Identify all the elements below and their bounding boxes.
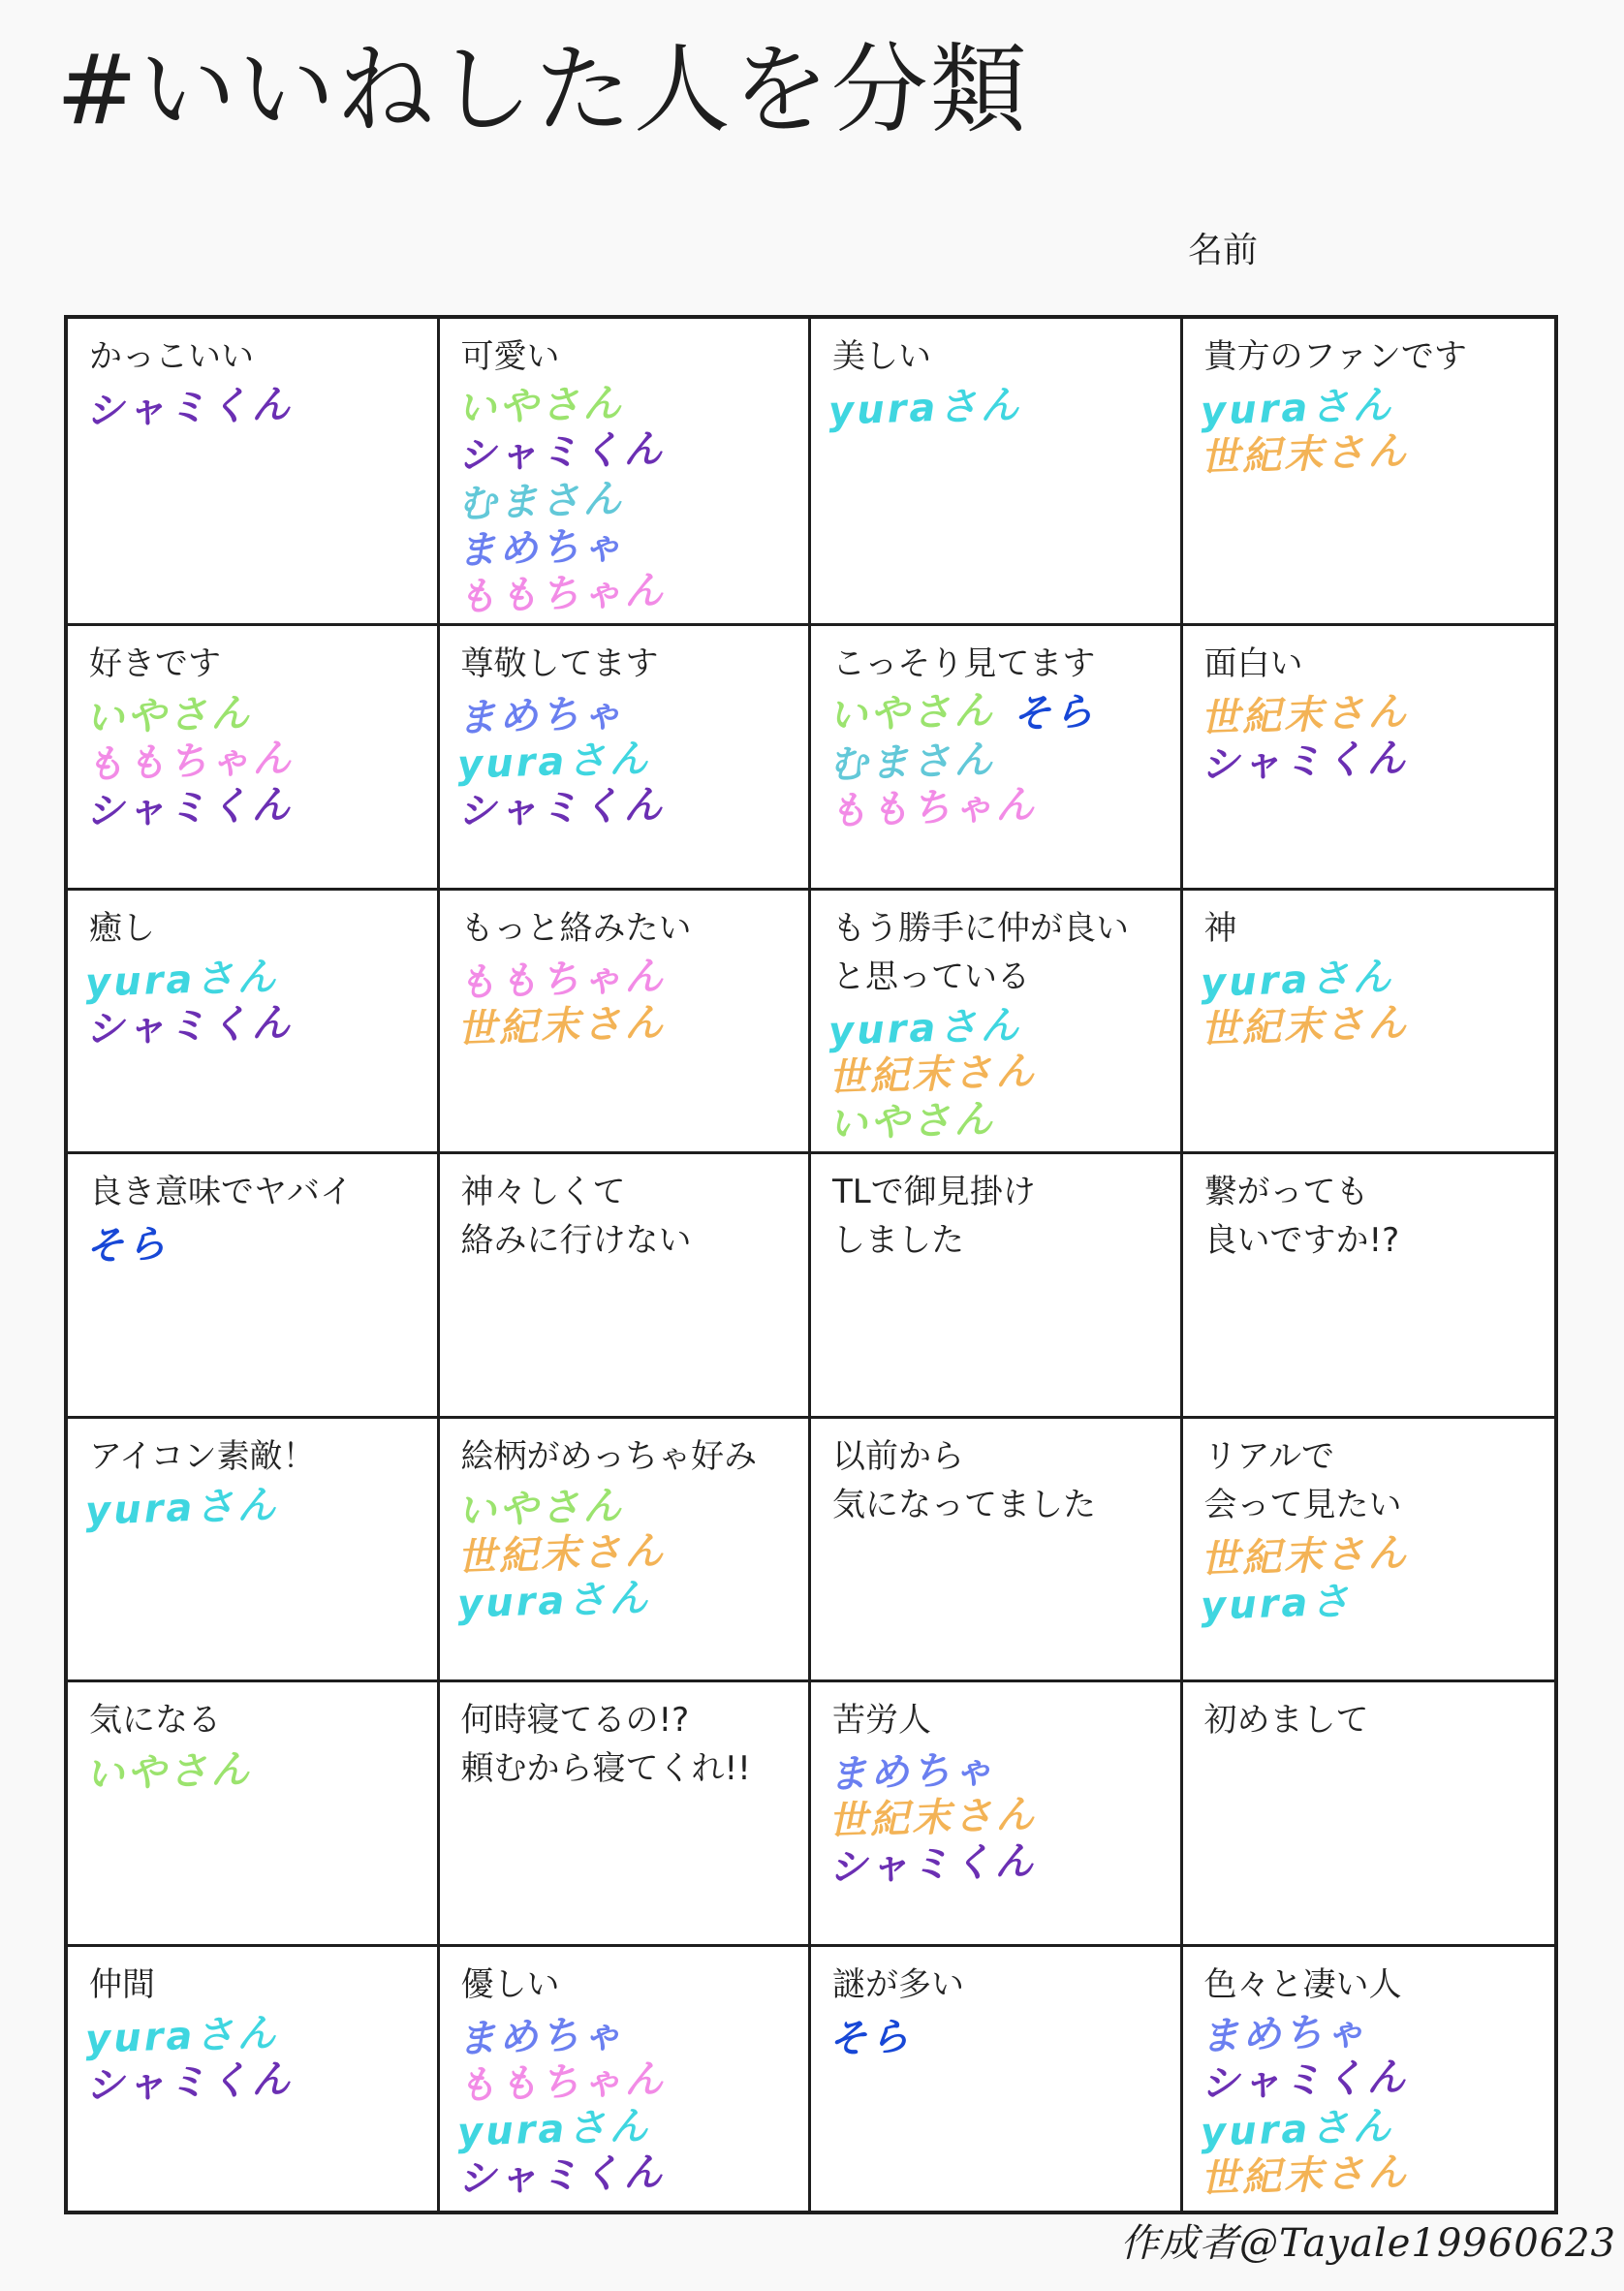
category-label: 以前から 気になってました <box>832 1436 1096 1524</box>
handwritten-names <box>828 2011 1169 2062</box>
handwritten-name: いやさん <box>84 1746 253 1798</box>
creator-credit: 作成者@Tayale19960623 <box>1120 2221 1616 2266</box>
handwritten-names <box>828 1002 1169 1147</box>
handwritten-names <box>84 1482 425 1534</box>
handwritten-names <box>828 1746 1169 1891</box>
handwritten-name: yuraさん <box>455 2103 651 2155</box>
handwritten-names <box>1199 1529 1544 1629</box>
handwritten-names <box>455 2011 797 2202</box>
handwritten-name: シャミくん <box>455 2149 666 2202</box>
handwritten-names <box>1199 689 1544 788</box>
grid-cell <box>440 891 812 1155</box>
grid-cell <box>440 1682 812 1947</box>
grid-cell <box>1183 1682 1555 1947</box>
handwritten-names <box>84 954 425 1052</box>
category-label: 好きです <box>89 644 221 683</box>
handwritten-names <box>84 2010 425 2109</box>
category-label: 尊敬してます <box>460 644 659 683</box>
category-label: アイコン素敵！ <box>89 1436 316 1476</box>
grid-cell <box>1183 1154 1555 1419</box>
category-label: 美しい <box>832 337 931 376</box>
handwritten-name: yuraさん <box>1199 2103 1394 2155</box>
category-label: 気になる <box>89 1701 221 1740</box>
handwritten-name: まめちゃ <box>1199 2008 1368 2059</box>
handwritten-names <box>828 382 1169 434</box>
grid-cell <box>68 626 440 891</box>
handwritten-name: ももちゃん <box>84 736 295 788</box>
handwritten-name: 世紀末さん <box>455 1527 667 1581</box>
classification-grid <box>64 315 1558 2214</box>
handwritten-name: いやさん <box>455 381 625 431</box>
category-label: 苦労人 <box>832 1701 931 1740</box>
grid-cell <box>68 1947 440 2212</box>
handwritten-name: yuraさん <box>1199 954 1394 1006</box>
grid-cell <box>1183 891 1555 1155</box>
handwritten-name: yuraさん <box>828 1002 1023 1054</box>
page-title: #いいねした人を分類 <box>56 33 1029 146</box>
handwritten-name: いやさん <box>84 690 253 741</box>
handwritten-name: いやさん <box>828 1096 996 1147</box>
category-label: 謎が多い <box>832 1964 964 2004</box>
handwritten-name: yuraさ <box>1199 1578 1353 1629</box>
category-label: かっこいい <box>89 337 254 376</box>
grid-cell <box>811 1154 1183 1419</box>
handwritten-name: いやさん <box>828 688 996 738</box>
category-label: 可愛い <box>460 337 560 376</box>
grid-cell <box>68 1419 440 1683</box>
handwritten-name: シャミくん <box>84 382 294 434</box>
category-label: 神 <box>1203 908 1237 948</box>
handwritten-name: 世紀末さん <box>1199 2149 1410 2202</box>
grid-cell <box>1183 1947 1555 2212</box>
handwritten-name: 世紀末さん <box>1199 689 1410 741</box>
grid-cell <box>811 626 1183 891</box>
grid-cell <box>440 1154 812 1419</box>
handwritten-name: シャミくん <box>455 426 666 479</box>
category-label: 何時寝てるの!? 頼むから寝てくれ!! <box>460 1701 751 1788</box>
grid-cell <box>811 1947 1183 2212</box>
category-label: もっと絡みたい <box>460 908 692 948</box>
name-label: 名前 <box>1188 231 1259 270</box>
handwritten-name: 世紀末さん <box>1199 999 1410 1052</box>
handwritten-names <box>455 953 797 1052</box>
handwritten-names <box>84 1218 425 1270</box>
grid-cell <box>68 319 440 626</box>
category-label: リアルで 会って見たい <box>1203 1436 1402 1524</box>
handwritten-name: いやさん <box>455 1483 625 1534</box>
handwritten-name: 世紀末さん <box>828 1048 1038 1101</box>
category-label: 初めまして <box>1203 1701 1369 1740</box>
category-label: 面白い <box>1203 644 1303 683</box>
handwritten-name: yuraさん <box>455 736 651 788</box>
handwritten-name: シャミくん <box>455 782 666 834</box>
handwritten-names <box>1199 954 1544 1052</box>
handwritten-name: シャミくん <box>1199 736 1409 788</box>
handwritten-name: 世紀末さん <box>455 999 667 1052</box>
grid-cell <box>68 1682 440 1947</box>
handwritten-name: シャミくん <box>84 2056 294 2109</box>
handwritten-name: 世紀末さん <box>828 1792 1038 1844</box>
handwritten-name: 世紀末さん <box>1199 428 1410 481</box>
category-label: 仲間 <box>89 1964 155 2004</box>
handwritten-name: まめちゃ <box>828 1746 996 1798</box>
category-label: こっそり見てます <box>832 644 1096 683</box>
handwritten-names <box>828 688 1169 834</box>
handwritten-names <box>84 382 425 434</box>
category-label: 良き意味でヤバイ <box>89 1173 353 1211</box>
handwritten-name: まめちゃ <box>455 690 625 741</box>
category-label: 神々しくて 絡みに行けない <box>460 1173 692 1260</box>
handwritten-name: yuraさん <box>84 1482 280 1534</box>
category-label: 繋がっても 良いですか!? <box>1203 1173 1400 1260</box>
handwritten-name: シャミくん <box>84 999 294 1052</box>
category-label: 癒し <box>89 908 155 948</box>
handwritten-name: ももちゃん <box>455 2056 667 2109</box>
handwritten-name: yuraさん <box>828 382 1023 434</box>
handwritten-names <box>84 690 425 834</box>
handwritten-names <box>84 1746 425 1798</box>
handwritten-name: シャミくん <box>84 782 294 834</box>
handwritten-name: まめちゃ <box>455 2011 625 2062</box>
grid-cell <box>811 1419 1183 1683</box>
category-label: TLで御見掛け しました <box>832 1173 1036 1260</box>
grid-cell <box>1183 1419 1555 1683</box>
grid-cell <box>440 1947 812 2212</box>
handwritten-name: そら <box>1012 689 1097 738</box>
handwritten-name: ももちゃん <box>828 782 1038 834</box>
handwritten-name: yuraさん <box>84 2010 280 2062</box>
grid-cell <box>440 319 812 626</box>
handwritten-names <box>1199 2008 1544 2202</box>
grid-cell <box>440 626 812 891</box>
handwritten-names <box>455 1483 797 1627</box>
grid-cell <box>68 1154 440 1419</box>
grid-cell <box>811 319 1183 626</box>
grid-cell <box>811 891 1183 1155</box>
handwritten-name: yuraさん <box>1199 382 1394 434</box>
handwritten-name: yuraさん <box>84 954 280 1006</box>
grid-cell <box>68 891 440 1155</box>
handwritten-names <box>1199 382 1544 481</box>
handwritten-name: シャミくん <box>828 1838 1037 1891</box>
grid-cell <box>1183 319 1555 626</box>
category-label: もう勝手に仲が良い と思っている <box>832 908 1129 996</box>
grid-cell <box>1183 626 1555 891</box>
category-label: 貴方のファンです <box>1203 337 1467 376</box>
handwritten-name: むまさん <box>455 476 625 527</box>
handwritten-names <box>455 690 797 834</box>
handwritten-name: ももちゃん <box>455 568 667 620</box>
handwritten-name: シャミくん <box>1199 2054 1409 2107</box>
handwritten-name: 世紀末さん <box>1199 1529 1410 1583</box>
handwritten-name: まめちゃ <box>455 522 625 574</box>
handwritten-names <box>455 381 797 620</box>
handwritten-name: ももちゃん <box>455 953 667 1006</box>
handwritten-name: yuraさん <box>455 1575 651 1627</box>
grid-cell <box>440 1419 812 1683</box>
handwritten-name: そら <box>84 1221 170 1270</box>
category-label: 色々と凄い人 <box>1203 1964 1402 2004</box>
handwritten-name: そら <box>828 2014 913 2062</box>
grid-cell <box>811 1682 1183 1947</box>
category-label: 優しい <box>460 1964 560 2004</box>
handwritten-name: むまさん <box>828 737 996 788</box>
category-label: 絵柄がめっちゃ好み <box>460 1436 758 1476</box>
